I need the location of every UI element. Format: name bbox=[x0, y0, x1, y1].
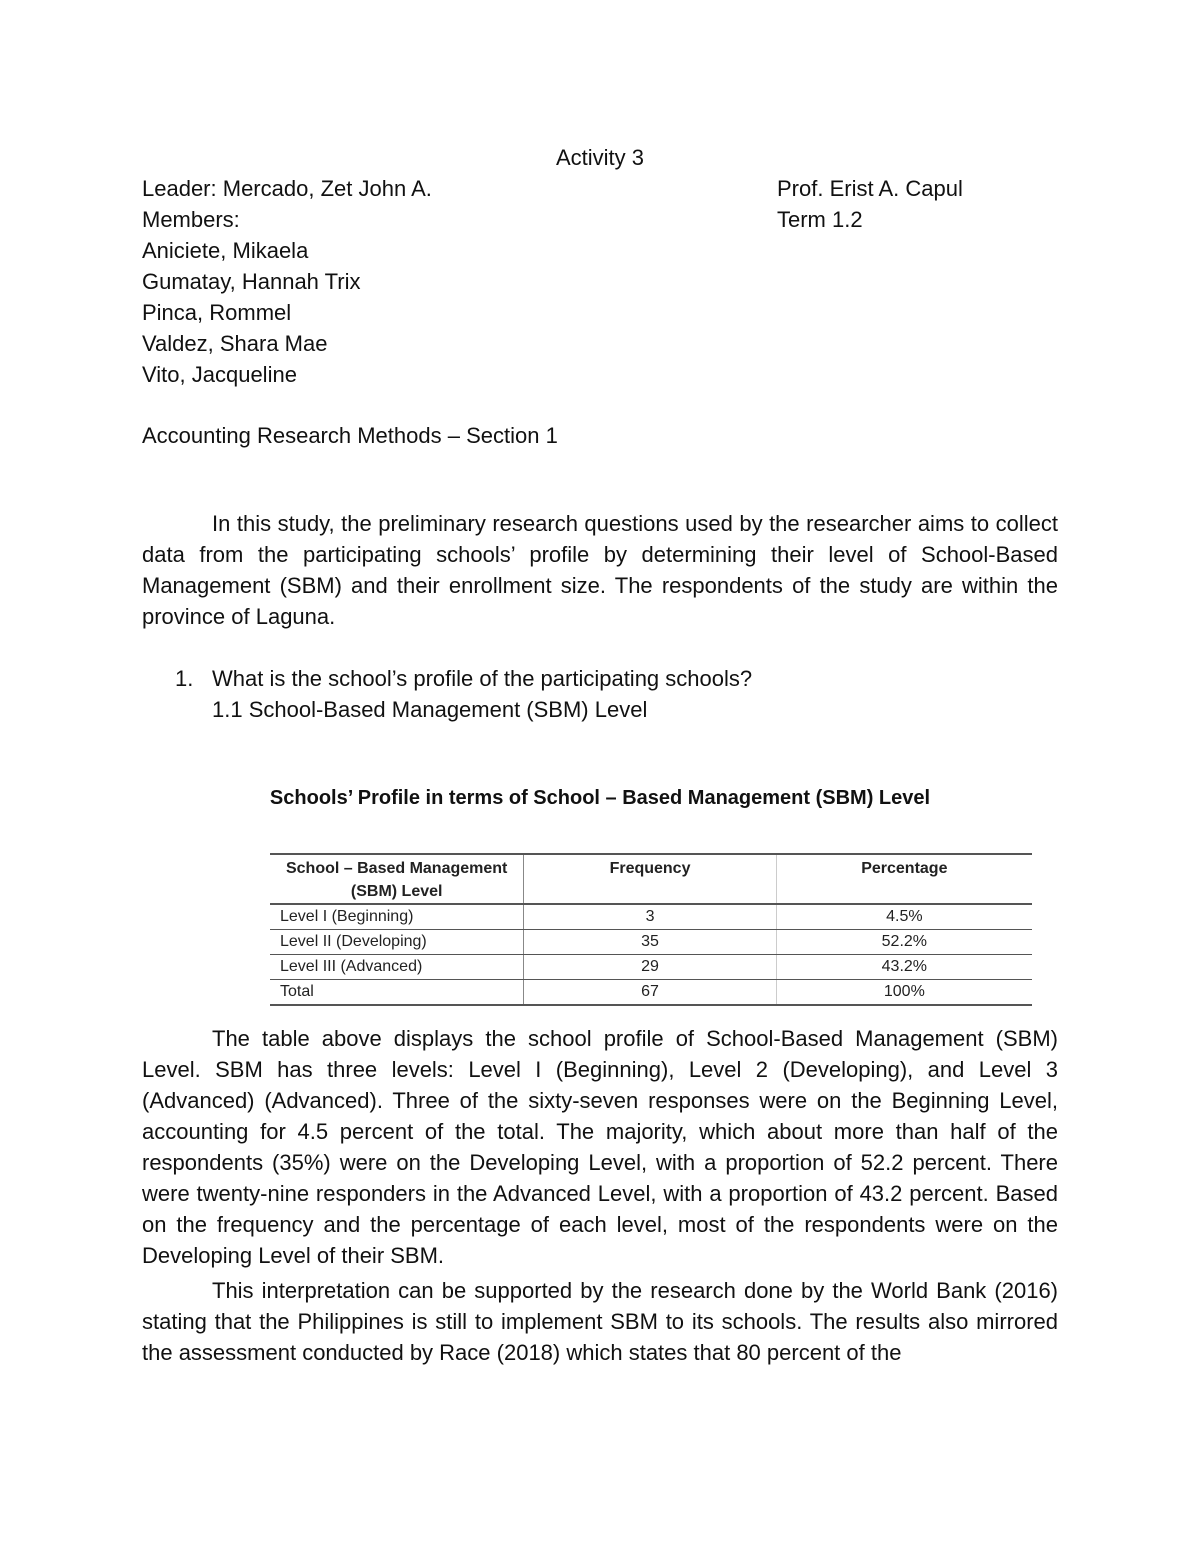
frequency-cell: 3 bbox=[524, 904, 776, 930]
frequency-cell: 35 bbox=[524, 930, 776, 955]
percentage-cell: 52.2% bbox=[776, 930, 1032, 955]
percentage-cell: 4.5% bbox=[776, 904, 1032, 930]
column-header-percentage: Percentage bbox=[776, 854, 1032, 904]
discussion-paragraph bbox=[142, 1023, 1058, 1271]
question-text: What is the school’s profile of the participating schools? bbox=[212, 666, 753, 691]
total-percentage-cell: 100% bbox=[776, 980, 1032, 1006]
members-label: Members: bbox=[142, 207, 240, 232]
discussion-text: This interpretation can be supported by the research done by the World Bank (2016) stating that the Philippines is still to implement SBM to its schools. The results also mirrored the assessment conducted by Race (2018) which states that 80 percent of the bbox=[142, 1278, 1058, 1365]
column-header-level: School – Based Management (SBM) Level bbox=[270, 854, 524, 904]
member-list bbox=[142, 235, 360, 390]
professor-name: Prof. Erist A. Capul bbox=[777, 176, 963, 201]
research-question bbox=[175, 663, 752, 694]
sbm-level-table bbox=[270, 853, 1032, 1006]
member-name: Aniciete, Mikaela bbox=[142, 238, 309, 263]
member-name: Pinca, Rommel bbox=[142, 300, 292, 325]
intro-paragraph bbox=[142, 508, 1058, 632]
term-label: Term 1.2 bbox=[777, 207, 863, 232]
leader-name: Mercado, Zet John A. bbox=[222, 176, 432, 201]
table-total-row bbox=[270, 980, 1032, 1006]
leader-label: Leader: bbox=[142, 176, 217, 201]
table-header-row bbox=[270, 854, 1032, 904]
leader-line bbox=[142, 173, 432, 204]
discussion-text: The table above displays the school profile of School-Based Management (SBM) Level. SBM has three levels: Level I (Beginning), Level 2 (Developing), and Level 3 (Advanced) (Advanced). Three of the sixty-seven responses were on the Beginning Level, accounting for 4.5 percent of the total. The majority, which about more than half of the respondents (35%) were on the Developing Level, with a proportion of 52.2 percent. There were twenty-nine responders in the Advanced Level, with a proportion of 43.2 percent. Based on the frequency and the percentage of each level, most of the respondents were on the Developing Level of their SBM. bbox=[142, 1026, 1058, 1268]
percentage-cell: 43.2% bbox=[776, 955, 1032, 980]
question-number: 1. bbox=[175, 666, 194, 691]
document-title: Activity 3 bbox=[555, 145, 645, 170]
total-frequency-cell: 67 bbox=[524, 980, 776, 1006]
course-section: Accounting Research Methods – Section 1 bbox=[142, 423, 558, 448]
member-name: Valdez, Shara Mae bbox=[142, 331, 328, 356]
intro-text: In this study, the preliminary research questions used by the researcher aims to collect data from the participating schools’ profile by determining their level of School-Based Management (SBM) and their enrollment size. The respondents of the study are within the province of Laguna. bbox=[142, 511, 1058, 629]
table-caption: Schools’ Profile in terms of School – Based Management (SBM) Level bbox=[269, 787, 931, 809]
table-row bbox=[270, 930, 1032, 955]
discussion-paragraph bbox=[142, 1275, 1058, 1368]
column-header-frequency: Frequency bbox=[524, 854, 776, 904]
member-name: Gumatay, Hannah Trix bbox=[142, 269, 361, 294]
level-cell: Level I (Beginning) bbox=[270, 904, 524, 930]
table-row bbox=[270, 955, 1032, 980]
member-name: Vito, Jacqueline bbox=[142, 362, 297, 387]
level-cell: Level II (Developing) bbox=[270, 930, 524, 955]
level-cell: Level III (Advanced) bbox=[270, 955, 524, 980]
table-row bbox=[270, 904, 1032, 930]
total-label-cell: Total bbox=[270, 980, 524, 1006]
frequency-cell: 29 bbox=[524, 955, 776, 980]
subquestion: 1.1 School-Based Management (SBM) Level bbox=[212, 697, 648, 722]
